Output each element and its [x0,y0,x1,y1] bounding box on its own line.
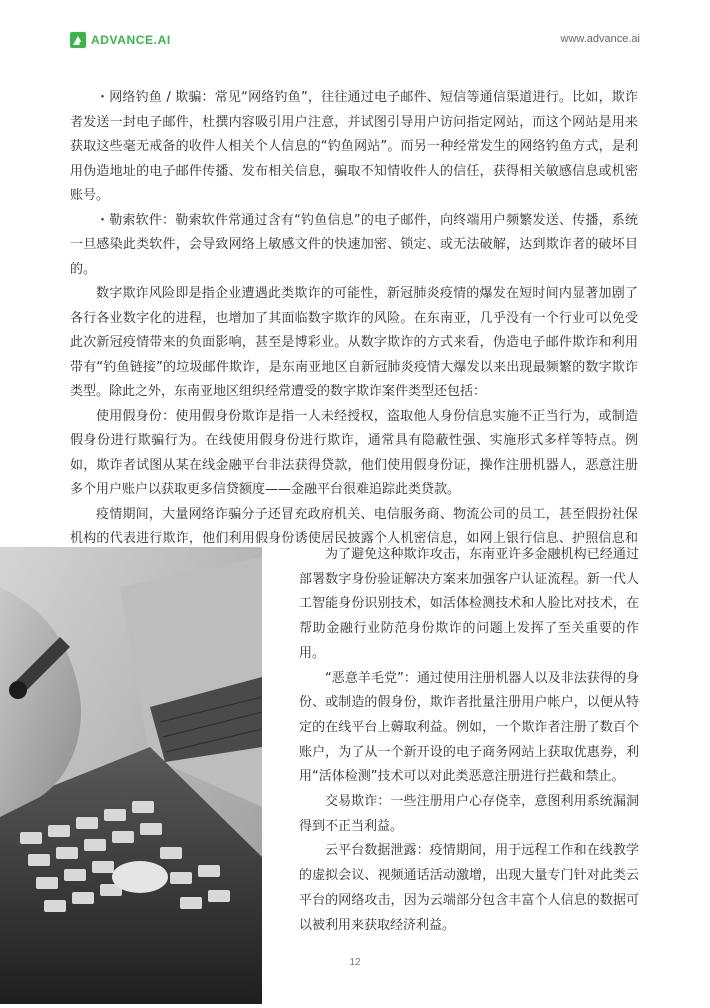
calculator-hand-photo [0,547,262,1004]
brand-logo[interactable] [70,32,171,48]
main-text [70,86,638,576]
page-header [70,30,640,52]
paragraph-identity-verification: 为了避免这种欺诈攻击，东南亚许多金融机构已经通过部署数字身份验证解决方案来加强客户认证流程。新一代人工智能身份识别技术，如活体检测技术和人脸比对技术，在帮助金融行业防范身份欺诈的问题上发挥了至关重要的作用。 [299,547,639,661]
site-url[interactable]: www.advance.ai [560,33,640,45]
paragraph-transaction-fraud: 交易欺诈：一些注册用户心存侥幸，意图利用系统漏洞得到不正当利益。 [299,794,639,834]
paragraph-cloud-data-breach: 云平台数据泄露：疫情期间，用于远程工作和在线教学的虚拟会议、视频通话活动激增，出现大量专门针对此类云平台的网络攻击，因为云端部分包含丰富个人信息的数据可以被利用来获取经济利益。 [299,843,639,933]
logo-text: ADVANCE.AI [91,33,171,47]
page-number: 12 [349,957,361,968]
side-text [299,543,639,938]
advance-logo-icon [70,32,86,48]
paragraph-phishing: ・网络钓鱼 / 欺骗：常见“网络钓鱼”，往往通过电子邮件、短信等通信渠道进行。比如，欺诈者发送一封电子邮件，杜撰内容吸引用户注意，并试图引导用户访问指定网站，而这个网站是用来获取这些毫无戒备的收件人相关个人信息的“钓鱼网站”。而另一种经常发生的网络钓鱼方式，是利用伪造地址的电子邮件传播、发布相关信息，骗取不知情收件人的信任，获得相关敏感信息或机密账号。 [70,90,638,203]
paragraph-pandemic-scams: 疫情期间，大量网络诈骗分子还冒充政府机关、电信服务商、物流公司的员工，甚至假扮社保机构的代表进行欺诈，他们利用假身份诱使居民披露个人机密信息，如网上银行信息、护照信息和 [70,506,638,546]
paragraph-ransomware: ・勒索软件：勒索软件常通过含有“钓鱼信息”的电子邮件，向终端用户频繁发送、传播，系统一旦感染此类软件，会导致网络上敏感文件的快速加密、锁定、或无法破解，达到欺诈者的破坏目的。 [70,212,638,277]
paragraph-digital-fraud-risk: 数字欺诈风险即是指企业遭遇此类欺诈的可能性，新冠肺炎疫情的爆发在短时间内显著加剧了各行各业数字化的进程，也增加了其面临数字欺诈的风险。在东南亚，几乎没有一个行业可以免受此次新冠疫情带来的负面影响，甚至是博彩业。从数字欺诈的方式来看，伪造电子邮件欺诈和利用带有“钓鱼链接”的垃圾邮件欺诈，是东南亚地区自新冠肺炎疫情大爆发以来出现最频繁的数字欺诈类型。除此之外，东南亚地区组织经常遭受的数字欺诈案件类型还包括： [70,286,638,399]
paragraph-bonus-abuse: “恶意羊毛党”：通过使用注册机器人以及非法获得的身份、或制造的假身份，欺诈者批量注册用户帐户，以便从特定的在线平台上薅取利益。例如，一个欺诈者注册了数百个账户，为了从一个新开设的电子商务网站上获取优惠券，利用“活体检测”技术可以对此类恶意注册进行拦截和禁止。 [299,670,639,785]
paragraph-fake-identity: 使用假身份：使用假身份欺诈是指一人未经授权，盗取他人身份信息实施不正当行为，或制造假身份进行欺骗行为。在线使用假身份进行欺诈，通常具有隐蔽性强、实施形式多样等特点。例如，欺诈者试图从某在线金融平台非法获得贷款，他们使用假身份证，操作注册机器人，恶意注册多个用户账户以获取更多信贷额度——金融平台很难追踪此类贷款。 [70,408,638,497]
